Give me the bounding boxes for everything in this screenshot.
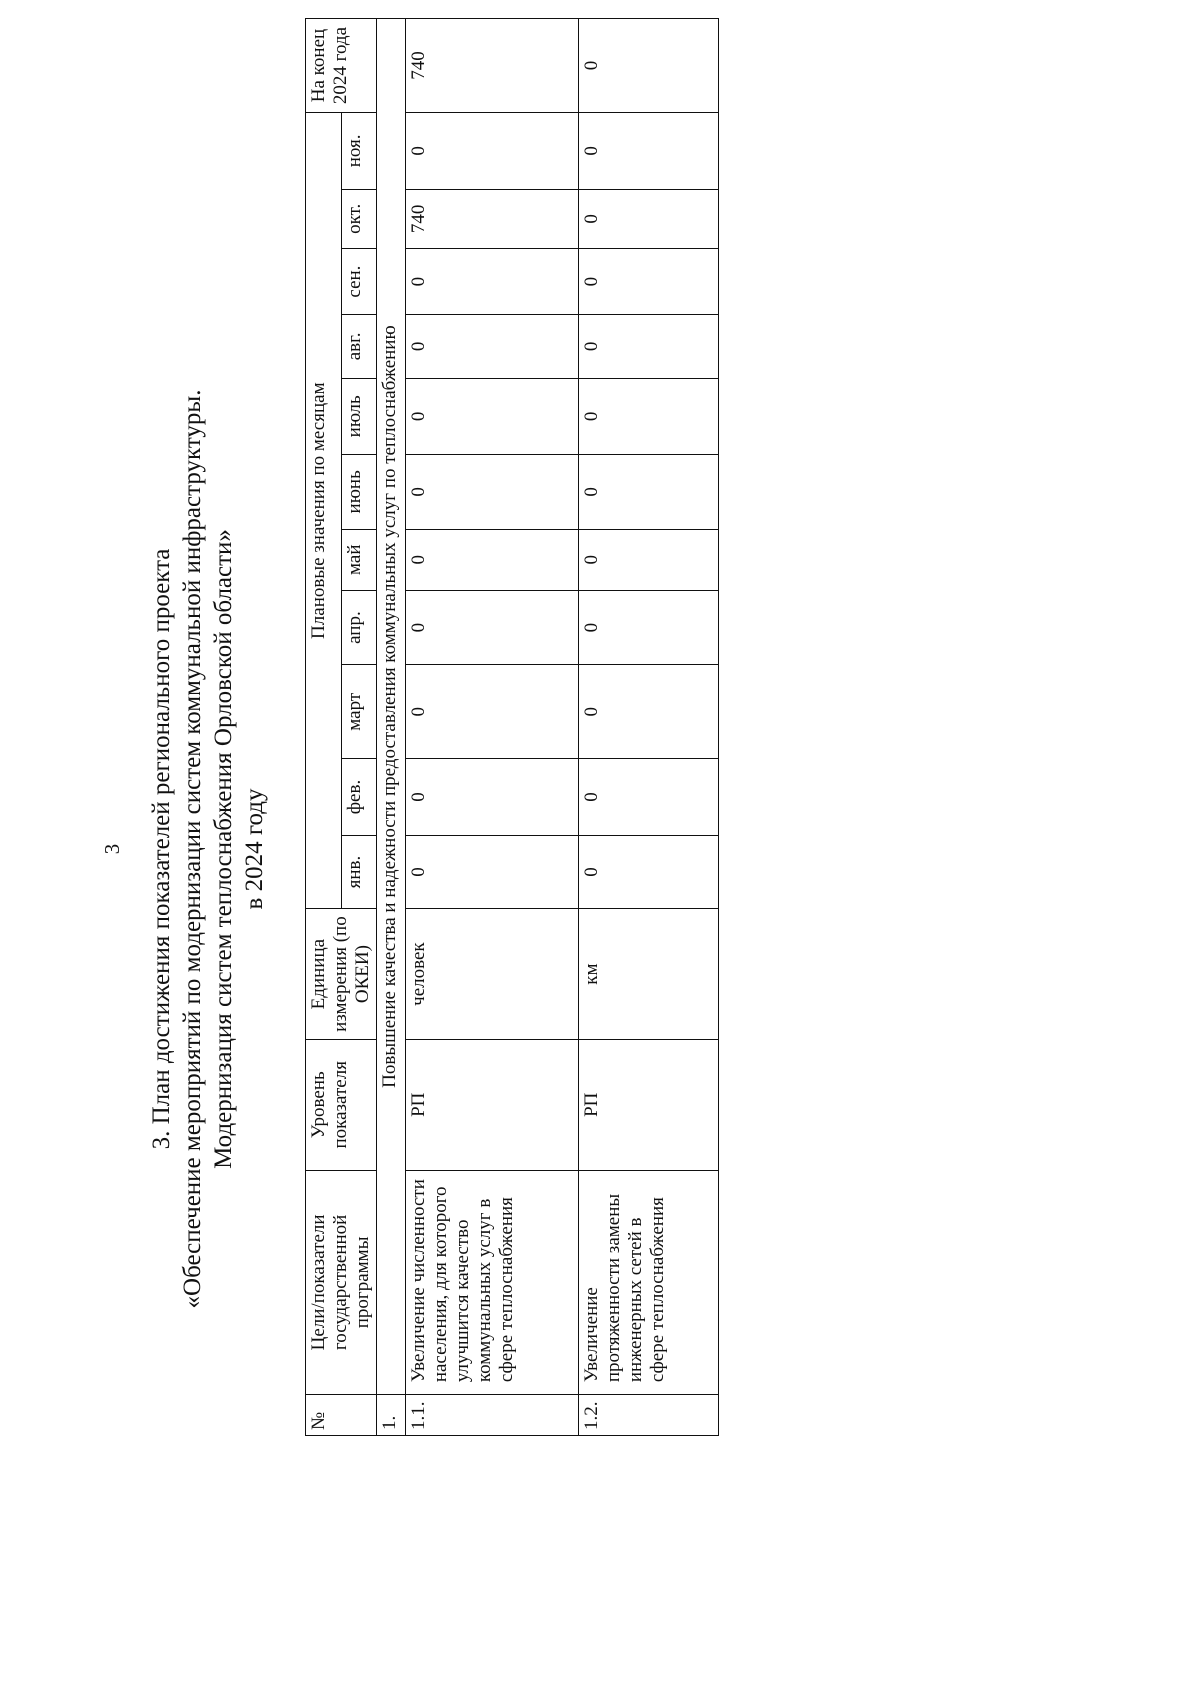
row-year-end: 740 (406, 19, 579, 113)
row-month-value: 0 (579, 590, 719, 665)
row-month-value: 0 (579, 189, 719, 248)
row-month-value: 0 (579, 529, 719, 590)
row-month-value: 0 (579, 378, 719, 455)
row-level: РП (579, 1039, 719, 1170)
title-line-4: в 2024 году (241, 788, 268, 910)
section-num: 1. (377, 1395, 406, 1436)
row-month-value: 0 (406, 248, 579, 314)
row-month-value: 0 (579, 315, 719, 378)
row-level: РП (406, 1039, 579, 1170)
header-unit: Единица измерения (по ОКЕИ) (306, 909, 377, 1040)
header-num: № (306, 1395, 377, 1436)
row-goal: Увеличение численности населения, для которого улучшится качество коммунальных услуг в сфере теплоснабжения (406, 1170, 579, 1395)
row-month-value: 0 (406, 455, 579, 530)
title-line-1: 3. План достижения показателей регионального проекта (148, 548, 175, 1150)
header-month: ноя. (341, 113, 377, 190)
header-month: июль (341, 378, 377, 455)
header-month: окт. (341, 189, 377, 248)
row-unit: км (579, 909, 719, 1040)
row-month-value: 0 (406, 315, 579, 378)
row-month-value: 0 (406, 378, 579, 455)
row-month-value: 0 (406, 113, 579, 190)
row-month-value: 0 (406, 759, 579, 836)
row-month-value: 0 (579, 759, 719, 836)
header-level: Уровень показателя (306, 1039, 377, 1170)
row-goal: Увеличение протяженности замены инженерных сетей в сфере теплоснабжения (579, 1170, 719, 1395)
header-goal: Цели/показатели государственной программы (306, 1170, 377, 1395)
header-month: июнь (341, 455, 377, 530)
header-monthly-group: Плановые значения по месяцам (306, 113, 342, 909)
plan-table (305, 18, 719, 1436)
table-row (406, 19, 579, 1436)
title-line-2: «Обеспечение мероприятий по модернизации систем коммунальной инфраструктуры. (179, 389, 206, 1309)
row-unit: человек (406, 909, 579, 1040)
table-row (579, 19, 719, 1436)
row-month-value: 0 (579, 113, 719, 190)
header-month: янв. (341, 835, 377, 908)
row-month-value: 0 (406, 529, 579, 590)
header-month: апр. (341, 590, 377, 665)
row-month-value: 0 (579, 665, 719, 759)
row-month-value: 0 (406, 835, 579, 908)
header-year-end: На конец 2024 года (306, 19, 377, 113)
title-line-3: Модернизация систем теплоснабжения Орловской области» (210, 529, 237, 1169)
page-number: 3 (100, 843, 124, 855)
row-year-end: 0 (579, 19, 719, 113)
header-month: авг. (341, 315, 377, 378)
header-month: март (341, 665, 377, 759)
header-month: сен. (341, 248, 377, 314)
row-month-value: 0 (579, 248, 719, 314)
row-month-value: 0 (406, 665, 579, 759)
row-month-value: 0 (406, 590, 579, 665)
document-title (146, 60, 270, 1638)
row-month-value: 740 (406, 189, 579, 248)
section-title: Повышение качества и надежности предоставления коммунальных услуг по теплоснабжению (377, 19, 406, 1395)
header-month: фев. (341, 759, 377, 836)
header-row-1 (306, 19, 342, 1436)
section-row (377, 19, 406, 1436)
row-month-value: 0 (579, 835, 719, 908)
row-num: 1.2. (579, 1395, 719, 1436)
row-num: 1.1. (406, 1395, 579, 1436)
header-month: май (341, 529, 377, 590)
row-month-value: 0 (579, 455, 719, 530)
